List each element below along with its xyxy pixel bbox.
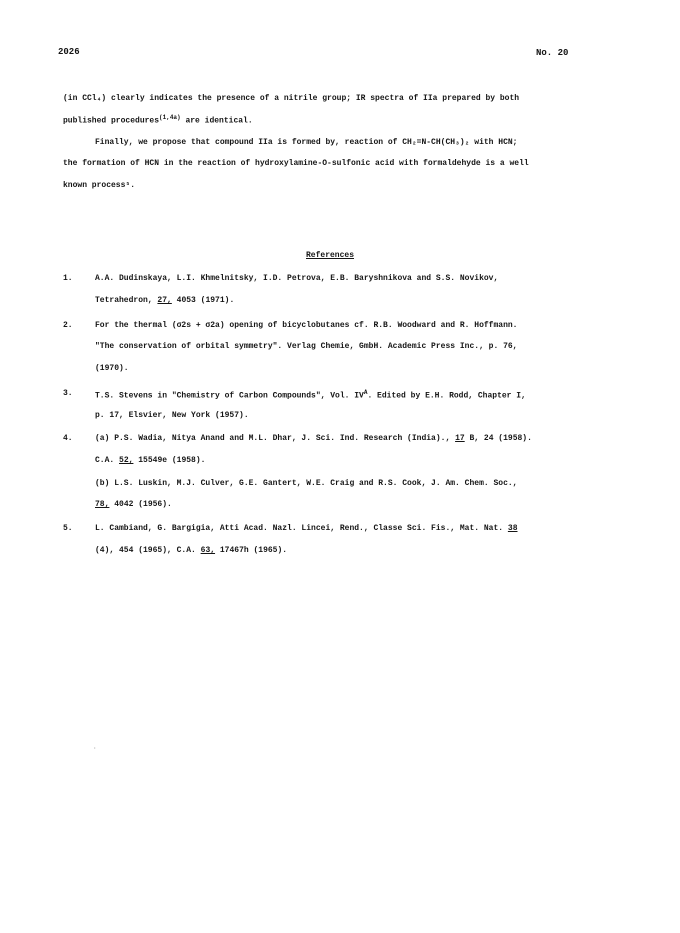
ref-4-number: 4. bbox=[63, 434, 73, 443]
ref-5-end: 17467h (1965). bbox=[219, 546, 288, 555]
body-line-1: (in CCl₄) clearly indicates the presence of a nitrile group; IR spectra of IIa prepared by both bbox=[63, 94, 520, 103]
ref-5-volume: 38 bbox=[507, 524, 518, 533]
ref-4-line-4 bbox=[95, 500, 172, 509]
body-line-2-text: published procedures bbox=[63, 116, 160, 126]
ref-5-ca-volume: 63, bbox=[200, 546, 216, 555]
ref-1-pages: 4053 (1971). bbox=[176, 296, 235, 305]
ref-4-line-1 bbox=[95, 434, 532, 443]
ref-1-line-2 bbox=[95, 296, 234, 305]
ref-3-number: 3. bbox=[63, 389, 73, 398]
ref-3-line-2: p. 17, Elsvier, New York (1957). bbox=[95, 411, 249, 420]
ref-4a-ca-end: 15549e (1958). bbox=[138, 456, 206, 465]
ref-5-issue: (4), 454 (1965), C.A. bbox=[95, 546, 196, 555]
ref-5-text: L. Cambiand, G. Bargigia, Atti Acad. Nazl. Lincei, Rend., Classe Sci. Fis., Mat. Nat. bbox=[95, 524, 504, 533]
body-line-2-end: are identical. bbox=[185, 116, 253, 126]
body-line-3: Finally, we propose that compound IIa is formed by, reaction of CH₂=N-CH(CH₃)₂ with HCN; bbox=[95, 138, 518, 147]
body-line-4: the formation of HCN in the reaction of hydroxylamine-O-sulfonic acid with formaldehyde is a well bbox=[63, 159, 529, 168]
ref-4a-ca: C.A. bbox=[95, 456, 115, 465]
ref-5-number: 5. bbox=[63, 524, 73, 533]
body-line-2 bbox=[63, 114, 253, 126]
journal-issue: No. 20 bbox=[536, 48, 569, 58]
ref-4-line-2 bbox=[95, 456, 205, 465]
ref-5-line-2 bbox=[95, 546, 287, 555]
references-heading: References bbox=[306, 251, 355, 260]
citation-superscript: (1,4a) bbox=[159, 114, 181, 121]
ref-3-text: T.S. Stevens in "Chemistry of Carbon Compounds", Vol. IV bbox=[95, 391, 364, 401]
ref-4a-ca-volume: 52, bbox=[119, 456, 134, 465]
ref-1-line-1: A.A. Dudinskaya, L.I. Khmelnitsky, I.D. Petrova, E.B. Baryshnikova and S.S. Novikov, bbox=[95, 274, 499, 283]
ref-1-journal: Tetrahedron, bbox=[95, 296, 153, 305]
ref-2-number: 2. bbox=[63, 321, 73, 330]
ref-3-line-1 bbox=[95, 389, 526, 401]
ref-4a-end: B, 24 (1958). bbox=[469, 434, 532, 443]
ref-4b-end: 4042 (1956). bbox=[114, 500, 172, 509]
ref-5-line-1 bbox=[95, 524, 518, 533]
ref-4b-volume: 78, bbox=[95, 500, 110, 509]
ref-3-superscript: A bbox=[363, 389, 368, 396]
ref-2-line-1: For the thermal (σ2s + σ2a) opening of bicyclobutanes cf. R.B. Woodward and R. Hoffmann. bbox=[95, 321, 518, 330]
ref-2-line-3: (1970). bbox=[95, 364, 129, 373]
stray-dot: · bbox=[93, 745, 97, 752]
ref-2-line-2: "The conservation of orbital symmetry". Verlag Chemie, GmbH. Academic Press Inc., p. 76, bbox=[95, 342, 518, 351]
ref-4-line-3: (b) L.S. Luskin, M.J. Culver, G.E. Gantert, W.E. Craig and R.S. Cook, J. Am. Chem. Soc., bbox=[95, 479, 518, 488]
ref-3-text-end: . Edited by E.H. Rodd, Chapter I, bbox=[367, 391, 526, 401]
ref-1-volume: 27, bbox=[157, 296, 172, 305]
ref-4a-text: (a) P.S. Wadia, Nitya Anand and M.L. Dhar, J. Sci. Ind. Research (India)., bbox=[95, 434, 451, 443]
ref-1-number: 1. bbox=[63, 274, 73, 283]
body-line-5: known process⁵. bbox=[63, 181, 136, 190]
ref-4a-volume: 17 bbox=[455, 434, 465, 443]
page-number: 2026 bbox=[58, 47, 80, 57]
